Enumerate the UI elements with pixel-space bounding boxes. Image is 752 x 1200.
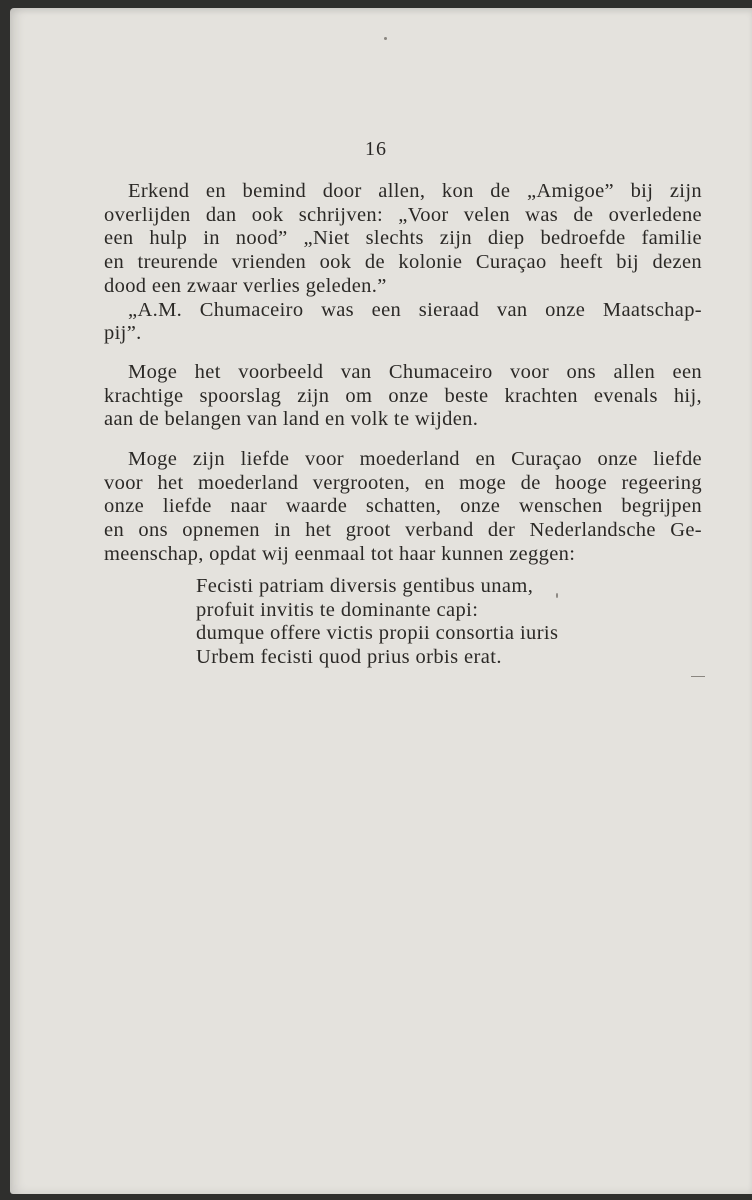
text-line: meenschap, opdat wij eenmaal tot haar kunnen zeggen: <box>104 542 576 565</box>
text-line: en treurende vrienden ook de kolonie Curaçao heeft bij dezen <box>104 251 702 274</box>
text-line: Moge het voorbeeld van Chumaceiro voor ons allen een <box>128 361 702 383</box>
paper-speck <box>691 676 705 677</box>
verse-line: profuit invitis te dominante capi: <box>196 598 479 621</box>
text-line: krachtige spoorslag zijn om onze beste krachten evenals hij, <box>104 384 702 407</box>
paragraph-2 <box>104 361 702 432</box>
text-line: „A.M. Chumaceiro was een sieraad van onze Maatschap- <box>128 298 702 321</box>
text-line: overlijden dan ook schrijven: „Voor velen was de overledene <box>104 203 702 226</box>
verse-line: Fecisti patriam diversis gentibus unam, <box>196 575 534 597</box>
text-line: en ons opnemen in het groot verband der Nederlandsche Ge- <box>104 519 702 542</box>
text-line: pij”. <box>104 322 142 345</box>
verse-line: dumque offere victis propii consortia iuris <box>196 622 559 645</box>
text-line: een hulp in nood” „Niet slechts zijn diep bedroefde familie <box>104 227 702 250</box>
text-line: voor het moederland vergrooten, en moge de hooge regeering <box>104 471 702 494</box>
text-line: dood een zwaar verlies geleden.” <box>104 274 387 297</box>
verse-line: Urbem fecisti quod prius orbis erat. <box>196 645 502 668</box>
text-line: aan de belangen van land en volk te wijden. <box>104 408 479 431</box>
paragraph-3 <box>104 448 702 567</box>
text-line: Moge zijn liefde voor moederland en Curaçao onze liefde <box>128 448 702 470</box>
text-line: Erkend en bemind door allen, kon de „Amigoe” bij zijn <box>128 180 702 202</box>
page-number: 16 <box>365 138 387 160</box>
text-line: onze liefde naar waarde schatten, onze wenschen begrijpen <box>104 495 702 518</box>
latin-verse <box>196 575 558 669</box>
paper-speck <box>384 37 387 40</box>
paragraph-1 <box>104 180 702 346</box>
